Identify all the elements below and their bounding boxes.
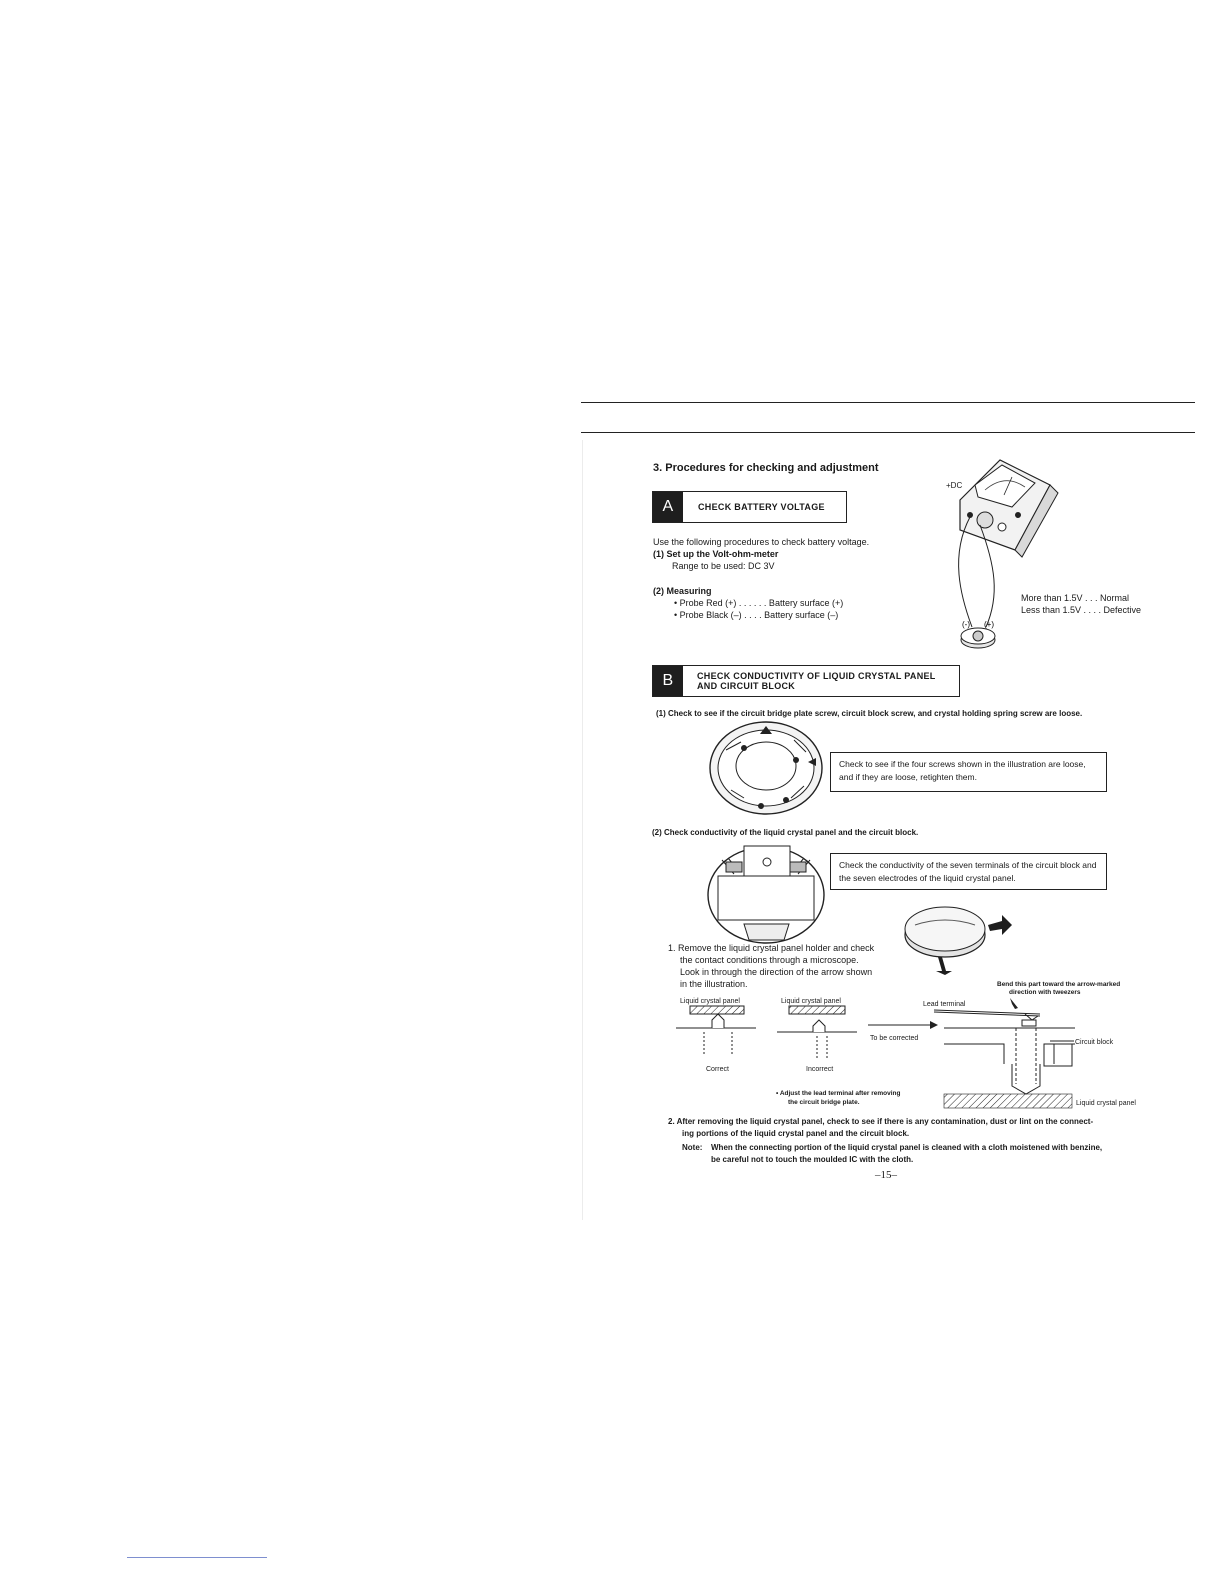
item1-line2: the contact conditions through a microscope.	[680, 955, 859, 965]
circuit-block-illustration-middle	[704, 840, 829, 945]
adjust-note-2: the circuit bridge plate.	[788, 1099, 860, 1106]
svg-text:(-): (-)	[962, 620, 970, 629]
scan-artifact	[127, 1557, 267, 1558]
label-correct: Correct	[706, 1066, 729, 1073]
check-a-intro: Use the following procedures to check battery voltage.	[653, 537, 870, 547]
note-line1: When the connecting portion of the liquid crystal panel is cleaned with a cloth moistened with benzine,	[711, 1143, 1103, 1152]
label-bend-1: Bend this part toward the arrow-marked	[997, 981, 1121, 988]
top-rule	[581, 402, 1195, 403]
svg-text:(+): (+)	[984, 620, 994, 629]
label-circuit-block: Circuit block	[1075, 1039, 1114, 1046]
item1-line3: Look in through the direction of the arrow shown	[680, 967, 873, 977]
check-a-header	[652, 491, 847, 523]
check-b-title-line1: CHECK CONDUCTIVITY OF LIQUID CRYSTAL PANEL	[697, 671, 936, 681]
check-a-step1-heading: (1) Set up the Volt-ohm-meter	[653, 549, 779, 559]
step2-note-box	[830, 853, 1107, 890]
contact-diagram-correct	[676, 1006, 756, 1058]
check-b-badge: B	[653, 666, 683, 696]
step1-note-text: Check to see if the four screws shown in the illustration are loose, and if they are loose, retighten them.	[839, 759, 1086, 782]
to-be-corrected-arrow	[868, 1020, 938, 1030]
item1-line4: in the illustration.	[680, 979, 748, 989]
check-a-title: CHECK BATTERY VOLTAGE	[698, 502, 825, 512]
label-lcp-right: Liquid crystal panel	[781, 998, 841, 1005]
note-label: Note:	[682, 1143, 703, 1152]
item2-line2: ing portions of the liquid crystal panel and the circuit block.	[682, 1129, 910, 1138]
item1-line1: 1. Remove the liquid crystal panel holder and check	[668, 943, 875, 953]
check-a-probe-red: • Probe Red (+) . . . . . . Battery surface (+)	[674, 598, 844, 608]
check-a-step2-heading: (2) Measuring	[653, 586, 712, 596]
page-number: –15–	[875, 1169, 897, 1181]
note-line2: be careful not to touch the moulded IC with the cloth.	[711, 1155, 914, 1164]
header-rule	[581, 432, 1195, 433]
check-b-step1-heading: (1) Check to see if the circuit bridge plate screw, circuit block screw, and crystal holding spring screw are loose.	[656, 709, 1083, 718]
check-a-probe-black: • Probe Black (–) . . . . Battery surface (–)	[674, 610, 839, 620]
label-lead-terminal: Lead terminal	[923, 1001, 966, 1008]
label-lcp-left: Liquid crystal panel	[680, 998, 740, 1005]
device-inspection-illustration	[900, 895, 1015, 975]
label-incorrect: Incorrect	[806, 1066, 834, 1073]
label-to-be-corrected: To be corrected	[870, 1035, 919, 1042]
step1-note-box	[830, 752, 1107, 792]
meter-dc-label: +DC	[946, 481, 963, 490]
section-title: 3. Procedures for checking and adjustment	[653, 462, 879, 474]
label-lcp-bottom: Liquid crystal panel	[1076, 1100, 1136, 1107]
check-a-badge: A	[653, 492, 683, 522]
check-a-step1-range: Range to be used: DC 3V	[672, 561, 775, 571]
item2-line1: 2. After removing the liquid crystal panel, check to see if there is any contamination, dust or lint on the connect-	[668, 1117, 1094, 1126]
adjust-note-1: • Adjust the lead terminal after removing	[776, 1090, 901, 1097]
check-b-title-line2: AND CIRCUIT BLOCK	[697, 681, 796, 691]
check-b-header	[652, 665, 960, 697]
step2-note-text: Check the conductivity of the seven terminals of the circuit block and the seven electrodes of the liquid crystal panel.	[839, 860, 1097, 883]
lead-terminal-cross-section	[930, 998, 1075, 1110]
result-defective: Less than 1.5V . . . . Defective	[1021, 605, 1142, 615]
check-b-step2-heading: (2) Check conductivity of the liquid crystal panel and the circuit block.	[652, 828, 919, 837]
result-normal: More than 1.5V . . . Normal	[1021, 593, 1130, 603]
circuit-block-illustration-top	[706, 720, 826, 820]
scan-artifact	[582, 440, 583, 1220]
contact-diagram-incorrect	[777, 1006, 857, 1058]
label-bend-2: direction with tweezers	[1009, 989, 1081, 996]
